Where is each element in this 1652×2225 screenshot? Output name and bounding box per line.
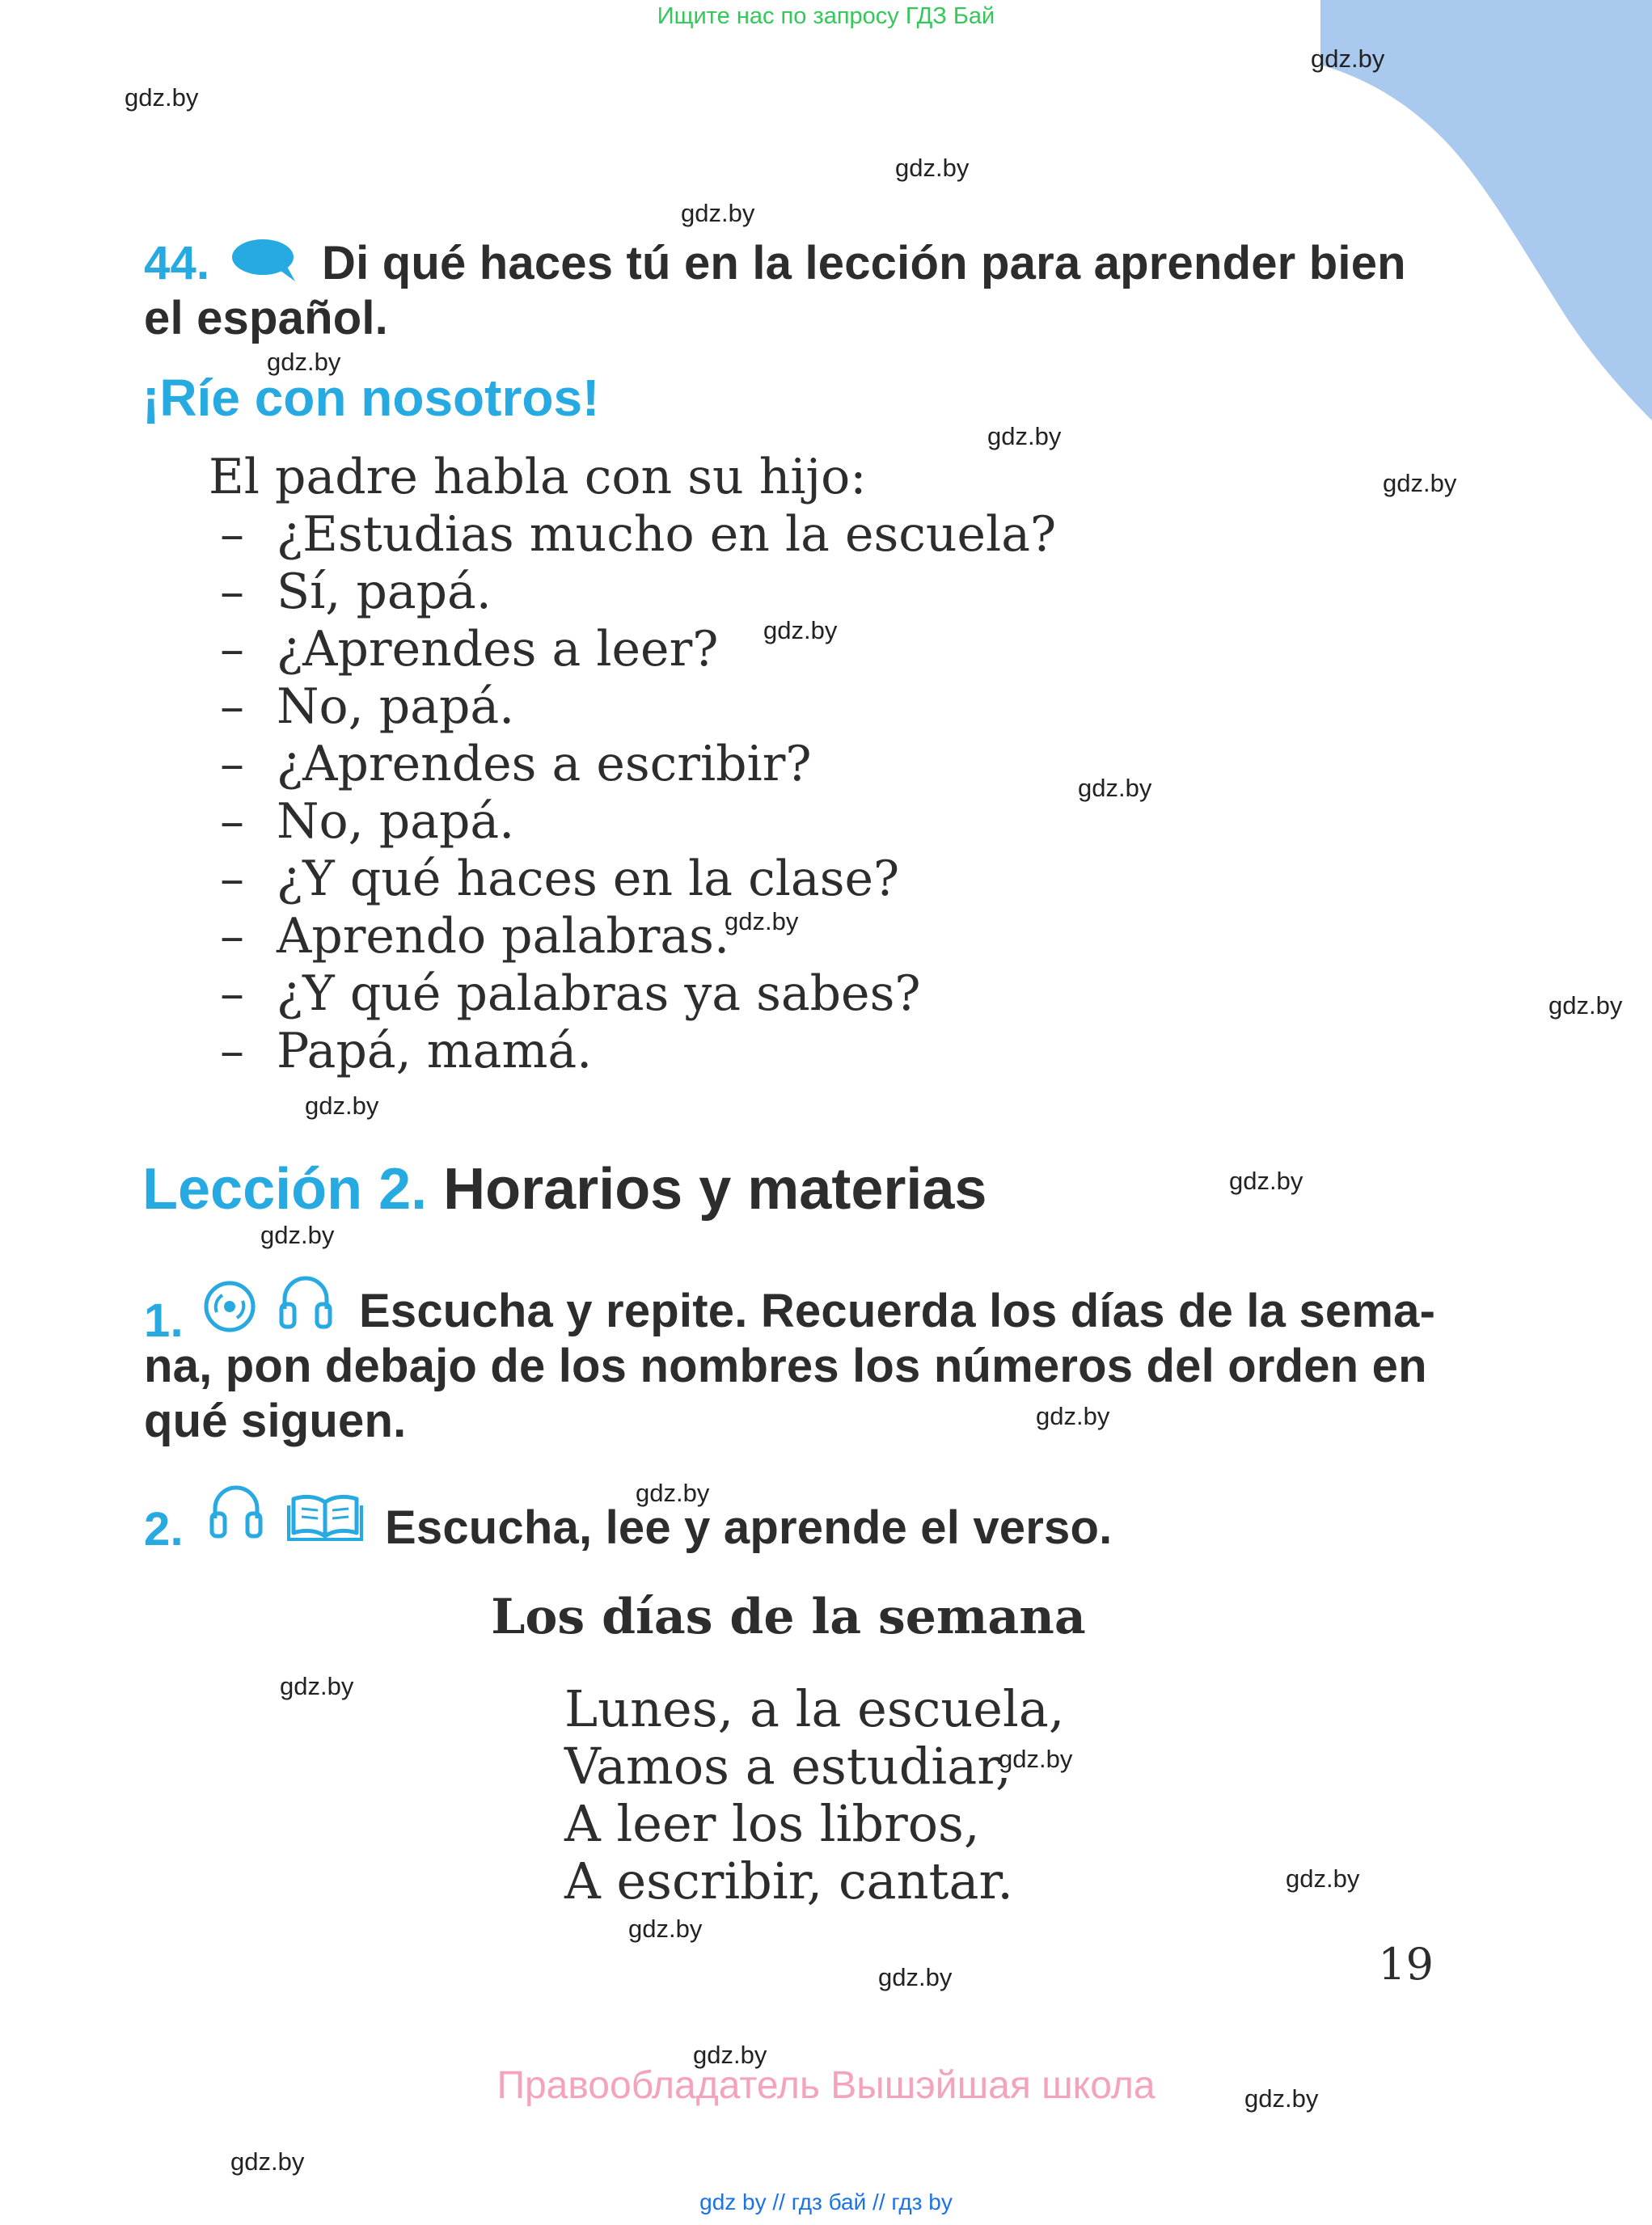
dialog-line [209,793,1056,851]
dialog-line-text: ¿Y qué palabras ya sabes? [277,965,921,1022]
lesson-heading [142,1156,987,1222]
lesson-number: Lección 2. [142,1157,428,1222]
dialog-line-text: ¿Estudias mucho en la escuela? [277,506,1057,563]
watermark: gdz.by [1036,1402,1110,1430]
copyright-notice: Правообладатель Вышэйшая школа [496,2064,1156,2107]
task-44-header [144,236,209,290]
watermark: gdz.by [725,907,799,935]
watermark: gdz.by [681,199,755,227]
dialog-line-text: Sí, papá. [277,564,492,620]
watermark: gdz.by [763,616,838,644]
dash: – [220,736,244,792]
dash: – [220,851,244,907]
dialog-line [209,1023,1056,1080]
cd-icon [203,1280,256,1333]
footer-links[interactable]: gdz by // гдз бай // гдз by [699,2189,953,2214]
dash: – [220,793,244,850]
watermark: gdz.by [260,1221,335,1249]
dialog-line [209,736,1056,793]
watermark: gdz.by [693,2041,767,2069]
open-book-icon [287,1492,363,1543]
watermark: gdz.by [636,1479,710,1507]
dash: – [220,621,244,678]
poem-line: Vamos a estudiar, [564,1737,1012,1796]
poem-line: Lunes, a la escuela, [564,1679,1065,1738]
task-number: 1. [144,1294,184,1347]
task-1-text-line-3: qué siguen. [144,1395,407,1447]
watermark: gdz.by [125,83,199,112]
poem-line: A escribir, cantar. [564,1851,1013,1910]
dash: – [220,678,244,735]
poem [564,1680,1065,1910]
dialog-line [209,506,1056,564]
dialog-line-text: ¿Aprendes a leer? [277,621,719,678]
task-2-header [144,1502,184,1556]
section-title: ¡Ríe con nosotros! [142,369,600,427]
dialog-line-text: Aprendo palabras. [277,908,730,965]
dialog-line-text: No, papá. [277,793,515,850]
task-1-text-line-2: na, pon debajo de los nombres los números del orden en [144,1340,1427,1392]
watermark: gdz.by [895,154,970,182]
watermark: gdz.by [878,1963,953,1991]
watermark: gdz.by [1229,1167,1303,1195]
dialog-line-text: Papá, mamá. [277,1023,593,1079]
task-44-text-line-2: el español. [144,292,388,344]
dialog-line [209,965,1056,1023]
task-number: 44. [144,237,210,289]
watermark: gdz.by [305,1091,379,1120]
dialog-line-text: ¿Y qué haces en la clase? [277,851,900,907]
task-44-text-line-1: Di qué haces tú en la lección para aprender bien [322,237,1406,289]
poem-line: A leer los libros, [564,1794,980,1853]
watermark: gdz.by [1078,774,1152,802]
dash: – [220,506,244,563]
headphones-icon [278,1273,333,1332]
dialog-intro: El padre habla con su hijo: [209,449,867,505]
watermark: gdz.by [267,348,341,376]
dialog-line-text: ¿Aprendes a escribir? [277,736,812,792]
watermark: gdz.by [987,422,1062,450]
watermark: gdz.by [1311,44,1385,73]
top-banner: Ищите нас по запросу ГДЗ Бай [657,3,995,29]
dash: – [220,965,244,1022]
dash: – [220,564,244,620]
watermark: gdz.by [1244,2084,1319,2113]
poem-title: Los días de la semana [491,1589,1086,1645]
dialog-line [209,678,1056,736]
watermark: gdz.by [999,1745,1073,1773]
task-number: 2. [144,1503,184,1556]
dialog-line [209,621,1056,678]
lesson-name: Horarios y materias [443,1157,987,1222]
watermark: gdz.by [1383,469,1457,497]
speech-bubble-icon [230,236,300,285]
watermark: gdz.by [1286,1864,1360,1893]
task-1-text-line-1: Escucha y repite. Recuerda los días de la sema- [359,1285,1436,1337]
dash: – [220,908,244,965]
page-number: 19 [1378,1939,1434,1990]
joke-dialog [209,449,1056,1080]
dialog-line [209,851,1056,908]
dialog-line [209,564,1056,621]
watermark: gdz.by [230,2147,305,2176]
dash: – [220,1023,244,1079]
dialog-line [209,908,1056,965]
headphones-icon [209,1483,264,1541]
watermark: gdz.by [280,1672,354,1700]
watermark: gdz.by [628,1915,703,1943]
task-2-text: Escucha, lee y aprende el verso. [385,1501,1113,1554]
dialog-line-text: No, papá. [277,678,515,735]
watermark: gdz.by [1548,991,1623,1020]
